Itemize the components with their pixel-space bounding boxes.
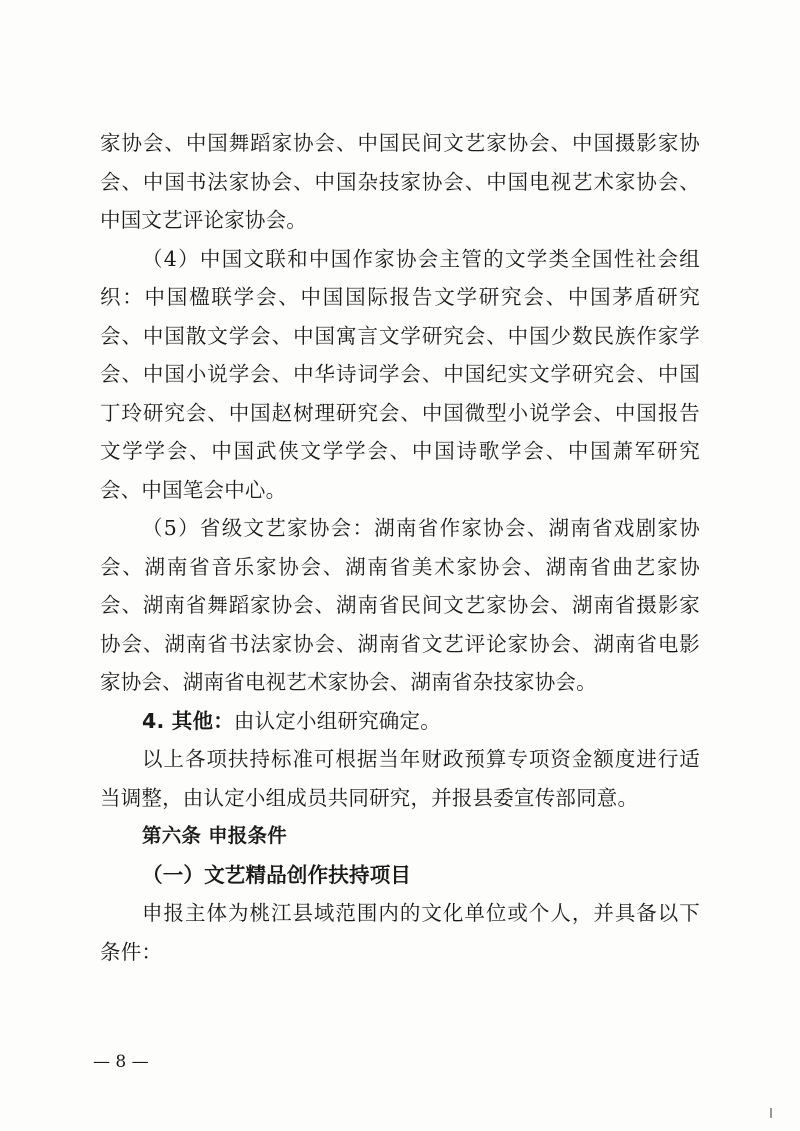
section-one-heading: （一）文艺精品创作扶持项目 — [142, 862, 412, 887]
paragraph-literary-organizations: （4）中国文联和中国作家协会主管的文学类全国性社会组织：中国楹联学会、中国国际报告文学研究会、中国茅盾研究会、中国散文学会、中国寓言文学研究会、中国少数民族作家学会、中国小说学会、中华诗词学会、中国纪实文学研究会、中国丁玲研究会、中国赵树理研究会、中国微型小说学会、中国报告文学学会、中国武侠文学学会、中国诗歌学会、中国萧军研究会、中国笔会中心。 — [100, 246, 700, 502]
page-number: — 8 — — [93, 1052, 149, 1072]
paragraph-art-associations-continued: 家协会、中国舞蹈家协会、中国民间文艺家协会、中国摄影家协会、中国书法家协会、中国杂技家协会、中国电视艺术家协会、中国文艺评论家协会。 — [100, 131, 700, 232]
document-body — [100, 124, 700, 971]
others-label: 4. 其他： — [142, 708, 234, 733]
paragraph-applicant-conditions: 申报主体为桃江县域范围内的文化单位或个人，并具备以下条件： — [100, 901, 700, 964]
scan-mark — [770, 1108, 772, 1118]
others-text: 由认定小组研究确定。 — [233, 708, 441, 733]
article-six-heading: 第六条 申报条件 — [142, 824, 287, 847]
paragraph-adjustment-note: 以上各项扶持标准可根据当年财政预算专项资金额度进行适当调整，由认定小组成员共同研究，并报县委宣传部同意。 — [100, 747, 700, 810]
paragraph-provincial-associations: （5）省级文艺家协会：湖南省作家协会、湖南省戏剧家协会、湖南省音乐家协会、湖南省美术家协会、湖南省曲艺家协会、湖南省舞蹈家协会、湖南省民间文艺家协会、湖南省摄影家协会、湖南省书法家协会、湖南省文艺评论家协会、湖南省电影家协会、湖南省电视艺术家协会、湖南省杂技家协会。 — [100, 516, 700, 694]
paragraph-others — [100, 702, 700, 741]
